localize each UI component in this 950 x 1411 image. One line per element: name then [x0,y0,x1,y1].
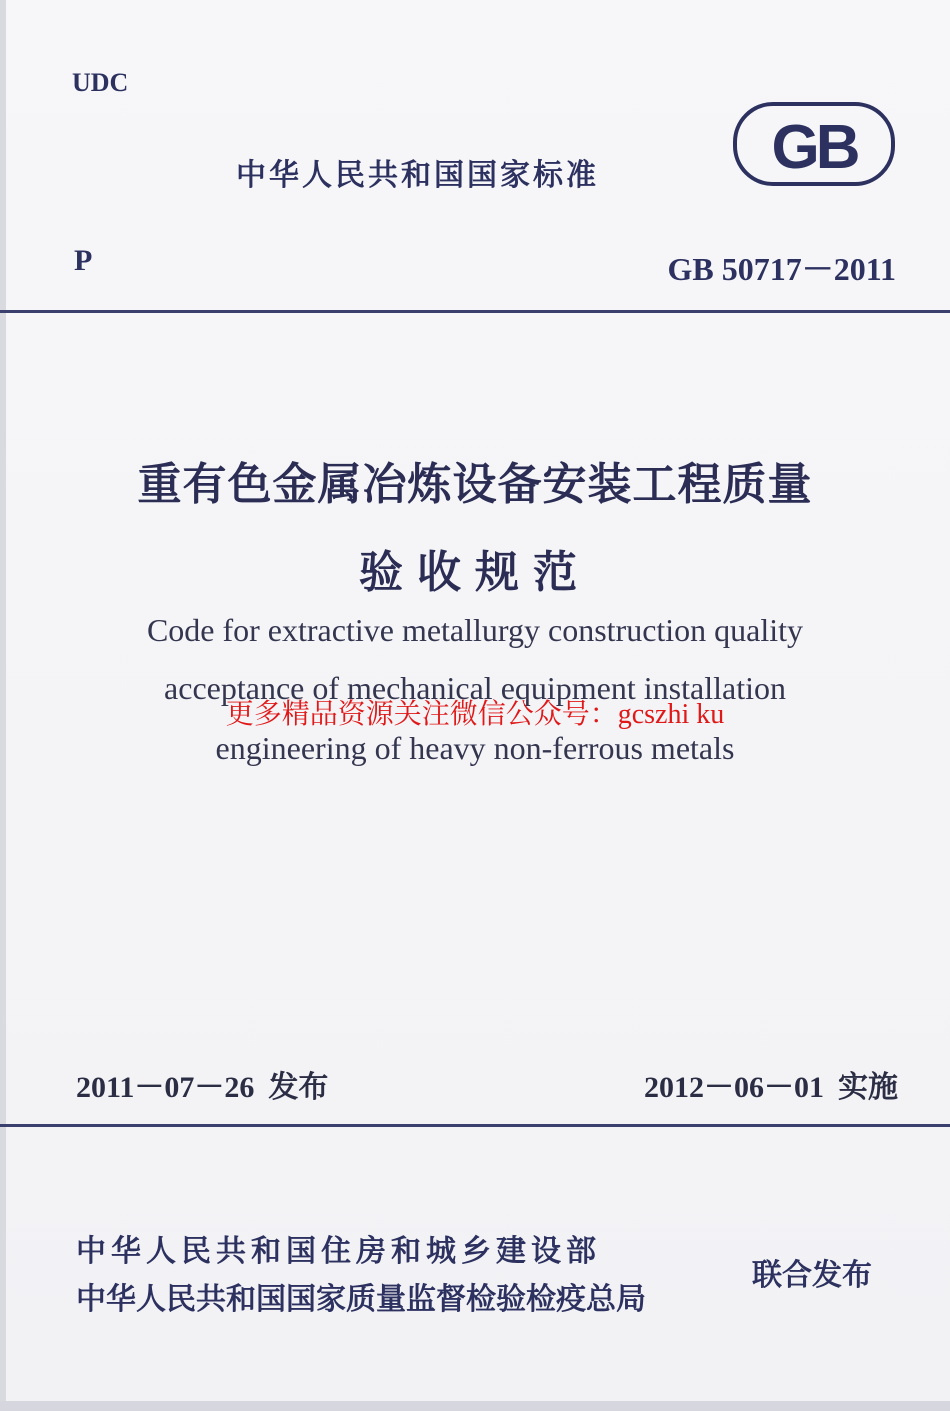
issuer-line2: 中华人民共和国国家质量监督检验检疫总局 [76,1282,646,1317]
gb-logo-icon [733,102,895,186]
watermark-text: 更多精品资源关注微信公众号：gcszhi ku [225,699,725,730]
title-en-line2: acceptance of mechanical equipment installation [164,670,786,706]
title-zh-line1: 重有色金属冶炼设备安装工程质量 [137,459,813,510]
issue-date: 2011－07－26 [76,1071,255,1104]
page-bottom-edge [0,1401,950,1411]
top-divider [0,310,950,313]
issue-date-group [76,1062,328,1106]
title-en-line1: Code for extractive metallurgy construction quality [146,612,804,648]
issue-label: 发布 [268,1070,329,1105]
category-label: P [74,244,93,277]
effective-date: 2012－06－01 [644,1071,824,1104]
udc-label: UDC [72,68,129,97]
joint-issue-label: 联合发布 [752,1258,872,1293]
standard-type: 中华人民共和国国家标准 [236,158,599,193]
bottom-divider [0,1124,950,1127]
title-en-line3: engineering of heavy non-ferrous metals [215,730,735,766]
effective-date-group [644,1062,898,1106]
standard-number: GB 50717－2011 [667,251,896,287]
logo-text: GB [771,113,857,182]
effective-label: 实施 [838,1070,898,1105]
issuer-line1: 中华人民共和国住房和城乡建设部 [76,1234,601,1269]
title-zh-line2: 验收规范 [359,547,591,598]
